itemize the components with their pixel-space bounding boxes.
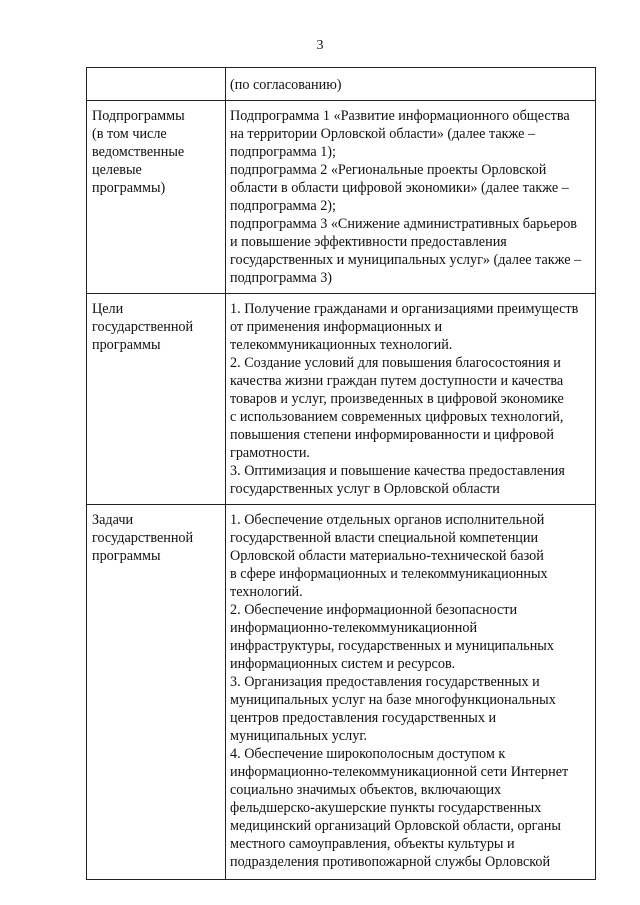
text-line: (в том числе	[92, 126, 167, 142]
text-line: местного самоуправления, объекты культуры и	[230, 836, 515, 852]
text-line: в сфере информационных и телекоммуникационных	[230, 566, 548, 582]
text-line: информационно-телекоммуникационной сети Интернет	[230, 764, 569, 780]
text-line: государственной	[92, 319, 194, 335]
text-line: Задачи	[92, 512, 134, 528]
text-line: 1. Получение гражданами и организациями преимуществ	[230, 301, 579, 317]
content-lines	[230, 511, 592, 871]
text-line: программы)	[92, 180, 166, 196]
text-line: на территории Орловской области» (далее также –	[230, 126, 536, 142]
text-line: информационно-телекоммуникационной	[230, 620, 478, 636]
content-lines	[230, 76, 592, 94]
text-line: фельдшерско-акушерские пункты государственных	[230, 800, 542, 816]
table-row-subprograms	[87, 101, 596, 294]
text-line: муниципальных услуг на базе многофункциональных	[230, 692, 556, 708]
label-lines	[92, 300, 223, 354]
text-line: 4. Обеспечение широкополосным доступом к	[230, 746, 506, 762]
text-line: ведомственные	[92, 144, 185, 160]
text-line: социально значимых объектов, включающих	[230, 782, 502, 798]
text-line: программы	[92, 337, 161, 353]
content-lines	[230, 300, 592, 498]
text-line: информационных систем и ресурсов.	[230, 656, 456, 672]
text-line: 2. Обеспечение информационной безопасности	[230, 602, 518, 618]
label-cell-tasks	[87, 505, 226, 880]
content-cell-continuation	[226, 68, 596, 101]
text-line: Подпрограмма 1 «Развитие информационного общества	[230, 108, 570, 124]
content-lines	[230, 107, 592, 287]
text-line: и повышение эффективности предоставления	[230, 234, 507, 250]
text-line: Орловской области материально-технической базой	[230, 548, 544, 564]
text-line: телекоммуникационных технологий.	[230, 337, 453, 353]
text-line: грамотности.	[230, 445, 310, 461]
passport-table	[86, 67, 596, 880]
text-line: 2. Создание условий для повышения благосостояния и	[230, 355, 561, 371]
label-cell-subprograms	[87, 101, 226, 294]
text-line: подпрограмма 3 «Снижение административных барьеров	[230, 216, 577, 232]
table-row-tasks	[87, 505, 596, 880]
text-line: подпрограмма 1);	[230, 144, 336, 160]
text-line: инфраструктуры, государственных и муниципальных	[230, 638, 554, 654]
text-line: повышения степени информированности и цифровой	[230, 427, 554, 443]
content-cell-tasks	[226, 505, 596, 880]
text-line: 3. Организация предоставления государственных и	[230, 674, 540, 690]
text-line: государственных услуг в Орловской области	[230, 481, 500, 497]
text-line: подпрограмма 3)	[230, 270, 333, 286]
text-line: подразделения противопожарной службы Орловской	[230, 854, 551, 870]
table-row-continuation	[87, 68, 596, 101]
text-line: качества жизни граждан путем доступности и качества	[230, 373, 564, 389]
text-line: программы	[92, 548, 161, 564]
text-line: государственной власти специальной компетенции	[230, 530, 539, 546]
text-line: государственных и муниципальных услуг» (далее также –	[230, 252, 582, 268]
content-cell-goals	[226, 294, 596, 505]
text-line: Подпрограммы	[92, 108, 185, 124]
text-line: (по согласованию)	[230, 77, 342, 93]
text-line: медицинский организаций Орловской области, органы	[230, 818, 561, 834]
text-line: 1. Обеспечение отдельных органов исполнительной	[230, 512, 545, 528]
text-line: товаров и услуг, произведенных в цифровой экономике	[230, 391, 564, 407]
table-row-goals	[87, 294, 596, 505]
text-line: целевые	[92, 162, 142, 178]
label-cell-goals	[87, 294, 226, 505]
text-line: с использованием современных цифровых технологий,	[230, 409, 564, 425]
page-number: 3	[316, 38, 324, 53]
label-cell-continuation	[87, 68, 226, 101]
content-cell-subprograms	[226, 101, 596, 294]
text-line: государственной	[92, 530, 194, 546]
text-line: Цели	[92, 301, 124, 317]
text-line: подпрограмма 2 «Региональные проекты Орловской	[230, 162, 547, 178]
label-lines	[92, 107, 223, 197]
text-line: от применения информационных и	[230, 319, 443, 335]
text-line: 3. Оптимизация и повышение качества предоставления	[230, 463, 565, 479]
text-line: муниципальных услуг.	[230, 728, 368, 744]
text-line: области в области цифровой экономики» (далее также –	[230, 180, 569, 196]
text-line: технологий.	[230, 584, 303, 600]
text-line: подпрограмма 2);	[230, 198, 336, 214]
text-line: центров предоставления государственных и	[230, 710, 497, 726]
label-lines	[92, 511, 223, 565]
